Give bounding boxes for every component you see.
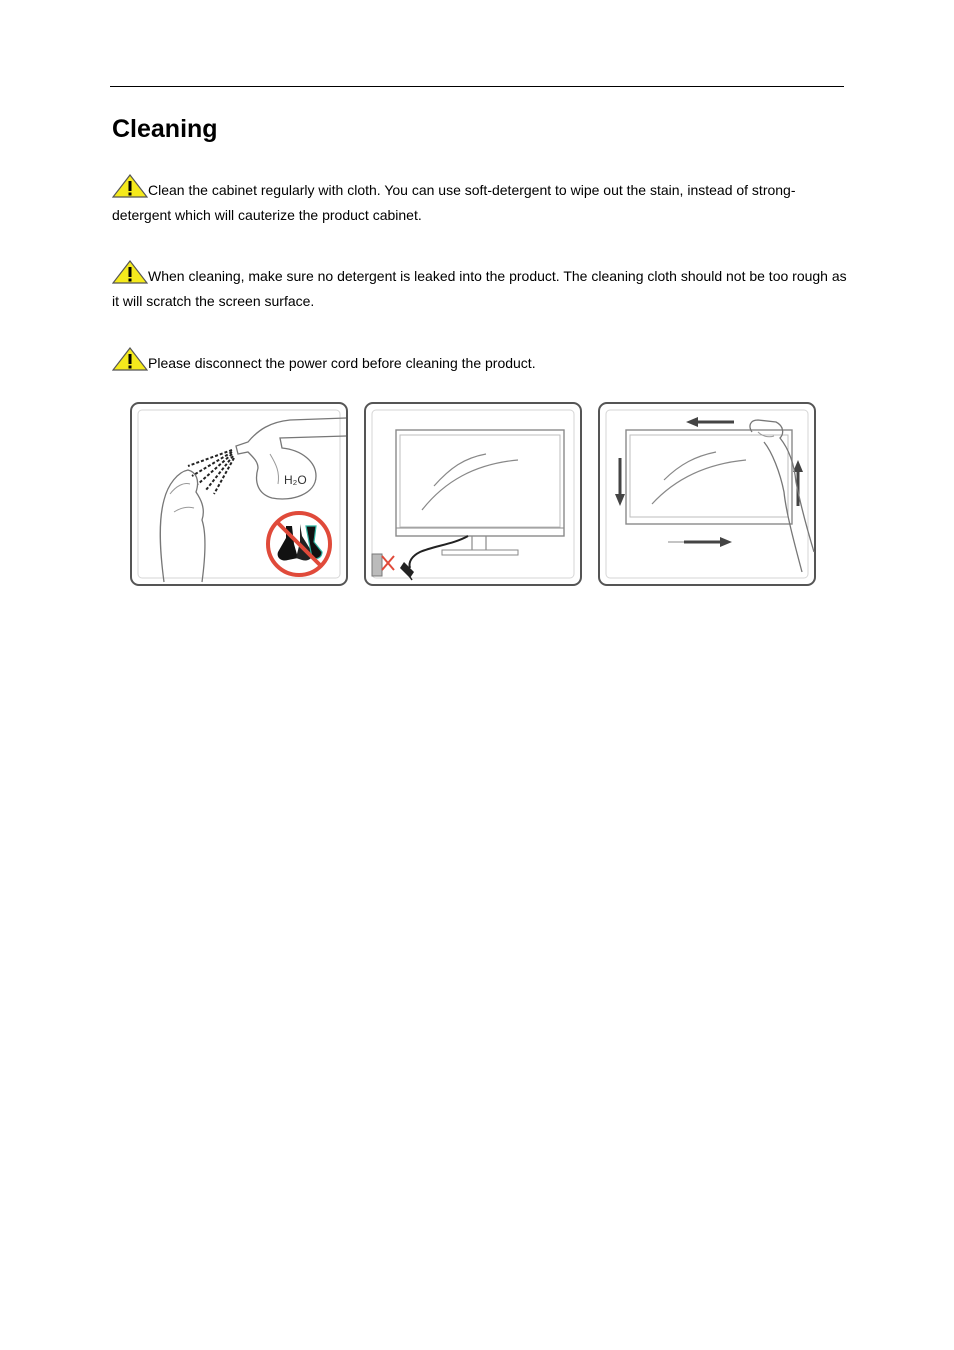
cleaning-illustrations xyxy=(128,402,828,592)
warning-triangle-icon xyxy=(112,174,148,198)
warning-text: When cleaning, make sure no detergent is leaked into the product. The cleaning cloth should not be too rough as it will scratch the screen surface. xyxy=(112,268,847,309)
illustration-spray-cloth xyxy=(130,402,348,586)
h2o-label: H₂O xyxy=(284,473,307,487)
warning-paragraph-2 xyxy=(112,260,848,314)
illustration-wipe-screen xyxy=(598,402,816,586)
header-rule xyxy=(110,86,844,87)
warning-text: Please disconnect the power cord before cleaning the product. xyxy=(148,355,536,371)
warning-paragraph-3 xyxy=(112,347,848,376)
warning-triangle-icon xyxy=(112,347,148,371)
page-title: Cleaning xyxy=(112,115,218,143)
warning-text: Clean the cabinet regularly with cloth. You can use soft-detergent to wipe out the stain, instead of strong-detergent which will cauterize the product cabinet. xyxy=(112,182,796,223)
illustration-unplug-monitor xyxy=(364,402,582,586)
warning-paragraph-1 xyxy=(112,174,848,228)
warning-triangle-icon xyxy=(112,260,148,284)
